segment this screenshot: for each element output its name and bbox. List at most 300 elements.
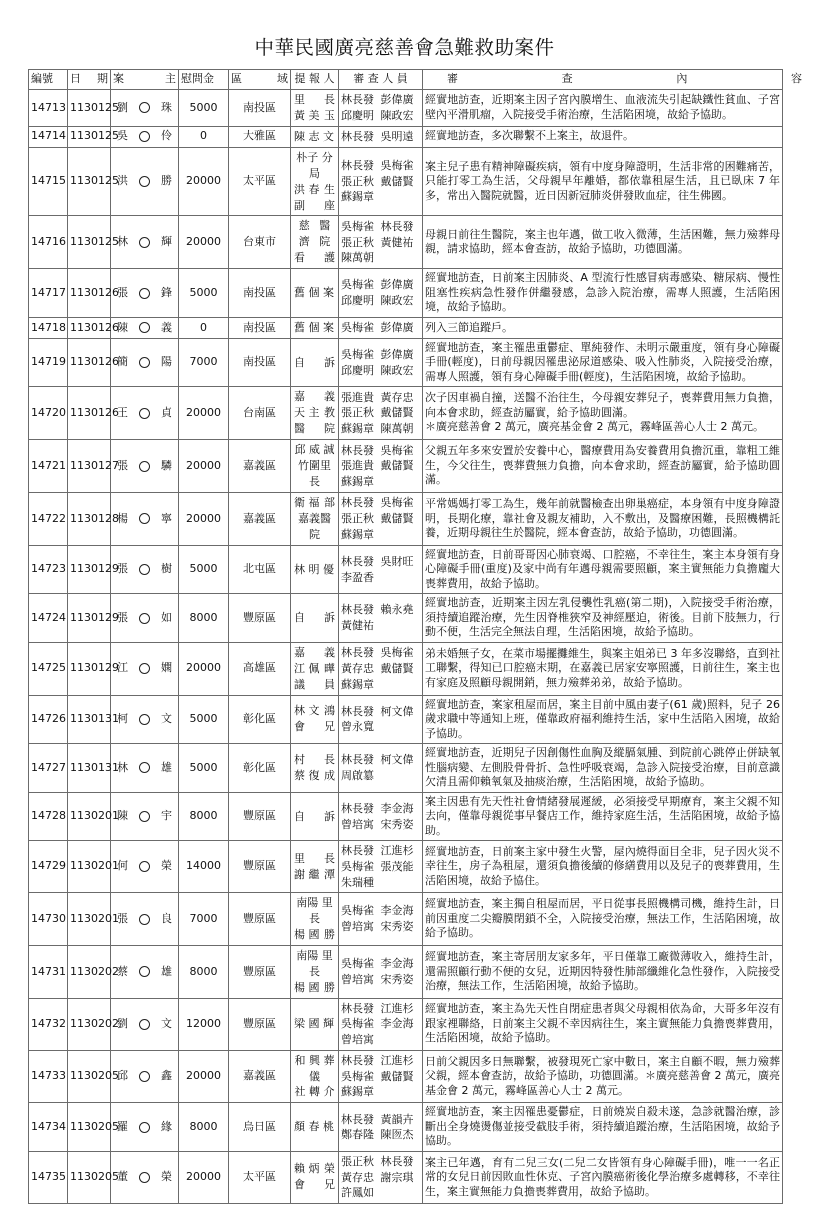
cell-area: 太平區 bbox=[229, 147, 291, 216]
table-row bbox=[29, 545, 783, 594]
reporter-text: 義 bbox=[324, 390, 335, 404]
cell-case-subject bbox=[111, 594, 179, 643]
cell-id: 14717 bbox=[29, 269, 68, 318]
aid-cases-table bbox=[28, 69, 802, 1203]
cell-id: 14729 bbox=[29, 841, 68, 893]
reviewer-name: 戴儲賢 bbox=[380, 1069, 414, 1083]
reviewer-name: 江進杉 bbox=[380, 1054, 414, 1068]
cell-reviewers bbox=[339, 1050, 423, 1103]
col-header-amount: 慰問金 bbox=[179, 70, 229, 90]
cell-reporter bbox=[291, 744, 339, 793]
reporter-text: 長 bbox=[324, 851, 335, 865]
cell-amount: 7000 bbox=[179, 338, 229, 387]
reviewer-name: 朱瑞種 bbox=[341, 875, 374, 889]
reviewer-name: 林長發 bbox=[341, 93, 374, 107]
cell-amount: 5000 bbox=[179, 744, 229, 793]
reviewer-name: 林長發 bbox=[341, 844, 374, 858]
cell-reporter bbox=[291, 387, 339, 440]
reporter-text: 訴 bbox=[324, 809, 335, 823]
reviewer-name: 林長發 bbox=[380, 1154, 414, 1168]
reporter-text: 楊 國 bbox=[294, 928, 320, 941]
cell-id: 14721 bbox=[29, 440, 68, 493]
cell-area: 豐原區 bbox=[229, 594, 291, 643]
masked-name-circle-icon bbox=[139, 714, 150, 725]
masked-name-circle-icon bbox=[139, 322, 150, 333]
reviewer-name: 林長發 bbox=[341, 129, 374, 143]
cell-review-content: 經實地訪查，多次聯繫不上案主，故退件。 bbox=[423, 126, 783, 147]
cell-id: 14715 bbox=[29, 147, 68, 216]
cell-case-subject bbox=[111, 317, 179, 338]
cell-area: 豐原區 bbox=[229, 792, 291, 841]
reviewer-name: 戴儲賢 bbox=[380, 406, 414, 420]
reporter-text: 自 bbox=[294, 355, 305, 369]
case-surname: 張 bbox=[117, 610, 128, 624]
cell-amount: 8000 bbox=[179, 792, 229, 841]
cell-case-subject bbox=[111, 744, 179, 793]
cell-amount: 20000 bbox=[179, 492, 229, 545]
cell-area: 嘉義區 bbox=[229, 492, 291, 545]
table-row bbox=[29, 440, 783, 493]
cell-date: 1130201 bbox=[68, 841, 111, 893]
reviewer-name: 李金海 bbox=[380, 1017, 414, 1031]
case-surname: 陳 bbox=[117, 809, 128, 823]
cell-area: 嘉義區 bbox=[229, 1050, 291, 1103]
reporter-text: 訴 bbox=[324, 611, 335, 625]
reporter-text: 玉 bbox=[324, 108, 335, 122]
case-given-name: 雄 bbox=[161, 760, 172, 774]
reporter-text: 林 明 優 bbox=[294, 562, 334, 576]
cell-amount: 8000 bbox=[179, 1103, 229, 1152]
reporter-text: 里 bbox=[294, 92, 305, 106]
cell-review-content: 列入三節追蹤戶。 bbox=[423, 317, 783, 338]
reviewer-name: 彭偉廣 bbox=[380, 93, 414, 107]
cell-id: 14722 bbox=[29, 492, 68, 545]
cell-date: 1130205 bbox=[68, 1103, 111, 1152]
table-row bbox=[29, 147, 783, 216]
cell-review-content: 經實地訪查，案主罹患重鬱症、單純發作、未明示嚴重度，領有身心障礙手冊(輕度)，日前母親因罹患泌尿道感染、吸入性肺炎，入院接受治療，需專人照護，領有身心障礙手冊(輕度)，生活陷困境，故給予協助。 bbox=[423, 338, 783, 387]
reporter-text: 成 bbox=[324, 768, 335, 782]
cell-date: 1130125 bbox=[68, 89, 111, 126]
reporter-text: 賴 炳 bbox=[294, 1162, 320, 1176]
cell-date: 1130202 bbox=[68, 998, 111, 1050]
cell-id: 14713 bbox=[29, 89, 68, 126]
reviewer-name: 柯文偉 bbox=[380, 704, 414, 718]
cell-case-subject bbox=[111, 893, 179, 946]
case-surname: 張 bbox=[117, 911, 128, 925]
cell-reviewers bbox=[339, 317, 423, 338]
cell-id: 14730 bbox=[29, 893, 68, 946]
cell-case-subject bbox=[111, 440, 179, 493]
reviewer-name: 宋秀姿 bbox=[380, 817, 414, 831]
cell-amount: 20000 bbox=[179, 1050, 229, 1103]
table-row bbox=[29, 642, 783, 695]
cell-amount: 20000 bbox=[179, 440, 229, 493]
reviewer-name: 林長發 bbox=[341, 1054, 374, 1068]
reporter-text: 黃 美 bbox=[294, 108, 320, 122]
cell-reporter bbox=[291, 338, 339, 387]
reviewer-name: 吳梅雀 bbox=[341, 347, 374, 361]
reviewer-name: 吳梅雀 bbox=[341, 904, 374, 918]
case-given-name: 鑫 bbox=[161, 1069, 172, 1083]
reporter-text: 陳 志 文 bbox=[294, 129, 334, 143]
reviewer-name: 黃韻卉 bbox=[380, 1112, 414, 1126]
case-given-name: 嫻 bbox=[161, 661, 172, 675]
reporter-text: 會 bbox=[294, 1178, 305, 1192]
cell-reporter bbox=[291, 841, 339, 893]
case-given-name: 文 bbox=[161, 1016, 172, 1030]
cell-date: 1130129 bbox=[68, 594, 111, 643]
masked-name-circle-icon bbox=[139, 1122, 150, 1133]
case-given-name: 如 bbox=[161, 610, 172, 624]
reviewer-name: 戴儲賢 bbox=[380, 459, 414, 473]
case-given-name: 義 bbox=[161, 320, 172, 334]
cell-date: 1130131 bbox=[68, 744, 111, 793]
cell-reviewers bbox=[339, 338, 423, 387]
col-header-reviewers: 審 查 人 員 bbox=[339, 70, 423, 90]
cell-amount: 5000 bbox=[179, 695, 229, 744]
cell-reporter bbox=[291, 545, 339, 594]
reporter-text: 竹圍里長 bbox=[298, 459, 331, 488]
cell-amount: 20000 bbox=[179, 387, 229, 440]
masked-name-circle-icon bbox=[139, 1172, 150, 1183]
reporter-text: 林 文 bbox=[294, 704, 320, 718]
reporter-text: 楊 國 bbox=[294, 980, 320, 994]
case-surname: 張 bbox=[117, 562, 128, 576]
masked-name-circle-icon bbox=[139, 237, 150, 248]
cell-reporter bbox=[291, 1050, 339, 1103]
cell-amount: 8000 bbox=[179, 945, 229, 998]
cell-case-subject bbox=[111, 126, 179, 147]
masked-name-circle-icon bbox=[139, 564, 150, 575]
case-surname: 陳 bbox=[117, 320, 128, 334]
cell-review-content: 經實地訪查，近期案主因左乳侵襲性乳癌(第二期)，入院接受手術治療，須持續追蹤治療，先生因脊椎狹窄及神經壓迫，術後。目前下肢無力，行動不便，生活完全無法自理，生活陷困境，故給予協助。 bbox=[423, 594, 783, 643]
cell-reviewers bbox=[339, 945, 423, 998]
cell-date: 1130127 bbox=[68, 440, 111, 493]
reviewer-name: 鄭春隆 bbox=[341, 1128, 374, 1142]
masked-name-circle-icon bbox=[139, 513, 150, 524]
cell-area: 台南區 bbox=[229, 387, 291, 440]
reporter-text: 座 bbox=[324, 198, 335, 212]
reporter-text: 院 bbox=[324, 422, 335, 436]
cell-id: 14719 bbox=[29, 338, 68, 387]
cell-amount: 20000 bbox=[179, 147, 229, 216]
masked-name-circle-icon bbox=[139, 861, 150, 872]
case-given-name: 陽 bbox=[161, 355, 172, 369]
cell-reporter bbox=[291, 89, 339, 126]
reviewer-name: 吳梅雀 bbox=[341, 1069, 374, 1083]
reporter-text: 嘉 bbox=[294, 645, 305, 659]
reviewer-name: 陳萬朝 bbox=[341, 251, 374, 265]
reviewer-name: 陳政宏 bbox=[380, 363, 414, 377]
cell-id: 14728 bbox=[29, 792, 68, 841]
reporter-text: 醫 院 bbox=[319, 219, 331, 249]
cell-case-subject bbox=[111, 387, 179, 440]
cell-area: 南投區 bbox=[229, 269, 291, 318]
reviewer-name: 張正秋 bbox=[341, 512, 374, 526]
cell-reporter bbox=[291, 126, 339, 147]
reporter-text: 村 bbox=[294, 753, 305, 767]
reporter-text: 自 bbox=[294, 611, 305, 625]
reviewer-name: 江進杉 bbox=[380, 1001, 414, 1015]
reviewer-name: 林長發 bbox=[341, 801, 374, 815]
reviewer-name: 張正秋 bbox=[341, 174, 374, 188]
reviewer-name: 吳梅雀 bbox=[341, 320, 374, 334]
cell-case-subject bbox=[111, 216, 179, 269]
reviewer-name: 林長發 bbox=[341, 646, 374, 660]
cell-date: 1130201 bbox=[68, 792, 111, 841]
reviewer-name: 林長發 bbox=[341, 554, 374, 568]
masked-name-circle-icon bbox=[139, 131, 150, 142]
cell-amount: 0 bbox=[179, 126, 229, 147]
table-row bbox=[29, 89, 783, 126]
reporter-text: 曄 bbox=[324, 661, 335, 675]
cell-reviewers bbox=[339, 89, 423, 126]
cell-reviewers bbox=[339, 998, 423, 1050]
reviewer-name: 蘇錫章 bbox=[341, 422, 374, 436]
cell-review-content: 平常媽媽打零工為生，幾年前就醫檢查出卵巢癌症，本身領有中度身障證明，長期化療，靠社會及親友補助，入不敷出，及醫療困難，長照機構託養，近期母親往生於醫院，經本會查訪，故給予協助，功德圓滿。 bbox=[423, 492, 783, 545]
reviewer-name: 陳政宏 bbox=[380, 108, 414, 122]
reporter-text: 舊 個 案 bbox=[294, 286, 334, 300]
reviewer-name: 陳政宏 bbox=[380, 294, 414, 308]
reviewer-name: 張正秋 bbox=[341, 235, 374, 249]
table-row bbox=[29, 1050, 783, 1103]
cell-review-content: 母親日前往生醫院，案主也年邁，做工收入微薄，生活困難，無力殮葬母親，請求協助，經本會查訪，故給予協助，功德圓滿。 bbox=[423, 216, 783, 269]
cell-case-subject bbox=[111, 147, 179, 216]
reporter-text: 南陽 里長 bbox=[296, 896, 333, 926]
cell-date: 1130129 bbox=[68, 642, 111, 695]
cell-review-content: 案主兒子患有精神障礙疾病，領有中度身障證明，生活非常的困難痛苦，只能打零工為生活，父母親早年離婚，都依靠租屋生活，且已臥床 7 年多，常出入醫院就醫，近日因新冠肺炎併發敗血症，往生佛國。 bbox=[423, 147, 783, 216]
cell-date: 1130201 bbox=[68, 893, 111, 946]
reviewer-name: 林長發 bbox=[341, 1001, 374, 1015]
case-surname: 劉 bbox=[117, 100, 128, 114]
reviewer-name: 吳明遠 bbox=[380, 129, 414, 143]
cell-area: 烏日區 bbox=[229, 1103, 291, 1152]
masked-name-circle-icon bbox=[139, 1071, 150, 1082]
reviewer-name: 林長發 bbox=[341, 496, 374, 510]
header-row bbox=[29, 70, 783, 90]
masked-name-circle-icon bbox=[139, 461, 150, 472]
cell-reviewers bbox=[339, 126, 423, 147]
col-header-id: 編號 bbox=[29, 70, 68, 90]
cell-case-subject bbox=[111, 1050, 179, 1103]
reporter-text: 自 bbox=[294, 809, 305, 823]
cell-review-content: 經實地訪查，案主寄居朋友家多年，平日僅靠工廠微薄收入，維持生計，還需照顧行動不便的女兒，近期因特發性肺部纖維化急性發作，入院接受治療，無法工作，生活陷困境，故給予協助。 bbox=[423, 945, 783, 998]
cell-id: 14732 bbox=[29, 998, 68, 1050]
cell-reporter bbox=[291, 893, 339, 946]
col-header-content: 審 查 內 容 bbox=[423, 70, 783, 90]
reviewer-name: 張進貴 bbox=[341, 459, 374, 473]
reporter-text: 梁 國 輝 bbox=[294, 1017, 334, 1031]
reporter-text: 鴻 bbox=[324, 704, 335, 718]
cell-area: 太平區 bbox=[229, 1151, 291, 1203]
case-given-name: 伶 bbox=[161, 129, 172, 143]
case-given-name: 輝 bbox=[161, 235, 172, 249]
reporter-text: 長 bbox=[324, 92, 335, 106]
reviewer-name: 蘇錫章 bbox=[341, 190, 374, 204]
reporter-text: 嘉 bbox=[294, 390, 305, 404]
cell-date: 1130131 bbox=[68, 695, 111, 744]
cell-amount: 12000 bbox=[179, 998, 229, 1050]
reporter-text: 洪 春 bbox=[294, 182, 320, 196]
table-row bbox=[29, 269, 783, 318]
reviewer-name: 吳梅雀 bbox=[341, 1017, 374, 1031]
cell-area: 大雅區 bbox=[229, 126, 291, 147]
case-surname: 邱 bbox=[117, 1069, 128, 1083]
case-surname: 劉 bbox=[117, 1016, 128, 1030]
reviewer-name: 江進杉 bbox=[380, 844, 414, 858]
reporter-text: 勝 bbox=[324, 928, 335, 941]
cell-id: 14735 bbox=[29, 1151, 68, 1203]
reporter-text: 潭 bbox=[324, 867, 335, 881]
case-given-name: 榮 bbox=[161, 859, 172, 873]
reviewer-name: 吳梅雀 bbox=[380, 646, 414, 660]
cell-reporter bbox=[291, 216, 339, 269]
cell-id: 14727 bbox=[29, 744, 68, 793]
cell-review-content: 弟未婚無子女，在菜市場擺攤維生，與案主姐弟已 3 年多沒聯絡，直到社工聯繫，得知已口腔癌末期，在嘉義已居家安寧照護，日前往生，案主也有家庭及照顧母親開銷，無力殮葬弟弟，故給予協助。 bbox=[423, 642, 783, 695]
reviewer-name: 黃存忠 bbox=[341, 1170, 374, 1184]
cell-reporter bbox=[291, 492, 339, 545]
cell-review-content: 案主因患有先天性社會情緒發展遲緩，必須接受早期療育，案主父親不知去向，僅靠母親從事早餐店工作，維持家庭生活，生活陷困境，故給予協助。 bbox=[423, 792, 783, 841]
reviewer-name: 蘇錫章 bbox=[341, 1085, 374, 1099]
case-surname: 林 bbox=[117, 235, 128, 249]
cell-reviewers bbox=[339, 147, 423, 216]
cell-date: 1130125 bbox=[68, 147, 111, 216]
cell-reviewers bbox=[339, 1151, 423, 1203]
reporter-text: 會 bbox=[294, 720, 305, 734]
case-given-name: 珠 bbox=[161, 100, 172, 114]
cell-review-content: 經實地訪查，案主獨自租屋而居，平日從事長照機構司機，維持生計，日前因重度二尖瓣膜閉鎖不全，入院接受治療，無法工作，生活陷困境，故給予協助。 bbox=[423, 893, 783, 946]
col-header-reporter: 提 報 人 bbox=[291, 70, 339, 90]
cell-case-subject bbox=[111, 945, 179, 998]
cell-review-content: 經實地訪查，日前哥哥因心肺衰竭、口腔癌，不幸往生，案主本身領有身心障礙手冊(重度)及家中尚有年邁母親需要照顧，案主實無能力負擔龐大喪葬費用，故給予協助。 bbox=[423, 545, 783, 594]
cell-reviewers bbox=[339, 440, 423, 493]
table-header bbox=[29, 70, 802, 90]
cell-id: 14720 bbox=[29, 387, 68, 440]
cell-review-content: 經實地訪查，案主為先天性自閉症患者與父母親相依為命，大哥多年沒有跟家裡聯絡，日前案主父親不幸因病往生，案主實無能力負擔喪葬費用，生活陷困境，故給予協助。 bbox=[423, 998, 783, 1050]
reviewer-name: 柯文偉 bbox=[380, 753, 414, 767]
reporter-text: 慈 濟 bbox=[298, 219, 310, 249]
cell-area: 南投區 bbox=[229, 89, 291, 126]
case-surname: 林 bbox=[117, 760, 128, 774]
masked-name-circle-icon bbox=[139, 1019, 150, 1030]
cell-reporter bbox=[291, 1103, 339, 1152]
cell-reviewers bbox=[339, 642, 423, 695]
cell-reviewers bbox=[339, 545, 423, 594]
masked-name-circle-icon bbox=[139, 966, 150, 977]
cell-reviewers bbox=[339, 841, 423, 893]
reviewer-name: 黃存忠 bbox=[380, 390, 414, 404]
table-row bbox=[29, 126, 783, 147]
cell-area: 豐原區 bbox=[229, 841, 291, 893]
cell-reporter bbox=[291, 1151, 339, 1203]
table-row bbox=[29, 387, 783, 440]
reviewer-name: 賴永堯 bbox=[380, 603, 414, 617]
reviewer-name: 林長發 bbox=[341, 159, 374, 173]
reviewer-name: 邱慶明 bbox=[341, 108, 374, 122]
reporter-text: 長 bbox=[324, 753, 335, 767]
reviewer-name: 吳梅雀 bbox=[380, 159, 414, 173]
reporter-text: 員 bbox=[324, 677, 335, 691]
cell-date: 1130125 bbox=[68, 216, 111, 269]
reviewer-name: 曾永寬 bbox=[341, 720, 374, 734]
cell-amount: 5000 bbox=[179, 545, 229, 594]
cell-reviewers bbox=[339, 492, 423, 545]
reviewer-name: 吳梅雀 bbox=[341, 957, 374, 971]
case-given-name: 文 bbox=[161, 712, 172, 726]
cell-reporter bbox=[291, 269, 339, 318]
masked-name-circle-icon bbox=[139, 762, 150, 773]
masked-name-circle-icon bbox=[139, 102, 150, 113]
reporter-text: 生 bbox=[324, 182, 335, 196]
table-row bbox=[29, 317, 783, 338]
reviewer-name: 陳匢杰 bbox=[380, 1128, 414, 1142]
reviewer-name: 許鳳如 bbox=[341, 1186, 374, 1200]
cell-date: 1130126 bbox=[68, 387, 111, 440]
reporter-text: 社 轉 介 bbox=[294, 1085, 335, 1099]
reviewer-name: 邱慶明 bbox=[341, 294, 374, 308]
reviewer-name: 林長發 bbox=[341, 753, 374, 767]
col-header-case-subject: 案 主 bbox=[111, 70, 179, 90]
masked-name-circle-icon bbox=[139, 613, 150, 624]
reviewer-name: 林長發 bbox=[341, 704, 374, 718]
col-header-date: 日 期 bbox=[68, 70, 111, 90]
case-surname: 張 bbox=[117, 285, 128, 299]
case-given-name: 貞 bbox=[161, 405, 172, 419]
reporter-text: 蔡 復 bbox=[294, 768, 320, 782]
cell-area: 南投區 bbox=[229, 338, 291, 387]
cell-amount: 20000 bbox=[179, 1151, 229, 1203]
reviewer-name: 曾培寓 bbox=[341, 1032, 374, 1046]
reviewer-name: 宋秀姿 bbox=[380, 972, 414, 986]
reviewer-name: 吳梅雀 bbox=[341, 859, 374, 873]
table-row bbox=[29, 792, 783, 841]
cell-area: 彰化區 bbox=[229, 744, 291, 793]
cell-reporter bbox=[291, 642, 339, 695]
case-surname: 蔡 bbox=[117, 964, 128, 978]
cell-date: 1130202 bbox=[68, 945, 111, 998]
masked-name-circle-icon bbox=[139, 811, 150, 822]
reviewer-name: 吳梅雀 bbox=[341, 278, 374, 292]
cell-id: 14725 bbox=[29, 642, 68, 695]
cell-date: 1130205 bbox=[68, 1151, 111, 1203]
cell-case-subject bbox=[111, 695, 179, 744]
cell-date: 1130126 bbox=[68, 338, 111, 387]
cell-id: 14733 bbox=[29, 1050, 68, 1103]
case-surname: 何 bbox=[117, 859, 128, 873]
cell-area: 嘉義區 bbox=[229, 440, 291, 493]
reporter-text: 榮 bbox=[324, 1162, 335, 1176]
page-title: 中華民國廣亮慈善會急難救助案件 bbox=[254, 36, 555, 59]
reviewer-name: 張茂能 bbox=[380, 859, 414, 873]
masked-name-circle-icon bbox=[139, 408, 150, 419]
reviewer-name: 黃健祐 bbox=[380, 235, 414, 249]
reviewer-name: 黃存忠 bbox=[341, 661, 374, 675]
reviewer-name: 李金海 bbox=[380, 957, 414, 971]
table-row bbox=[29, 216, 783, 269]
reviewer-name: 吳梅雀 bbox=[380, 496, 414, 510]
cell-area: 豐原區 bbox=[229, 998, 291, 1050]
table-row bbox=[29, 998, 783, 1050]
reviewer-name: 張正秋 bbox=[341, 406, 374, 420]
cell-case-subject bbox=[111, 269, 179, 318]
masked-name-circle-icon bbox=[139, 914, 150, 925]
case-given-name: 宇 bbox=[161, 809, 172, 823]
case-surname: 簡 bbox=[117, 355, 128, 369]
reporter-text: 朴子 分局 bbox=[296, 150, 333, 180]
cell-case-subject bbox=[111, 998, 179, 1050]
cell-reviewers bbox=[339, 269, 423, 318]
cell-amount: 20000 bbox=[179, 642, 229, 695]
